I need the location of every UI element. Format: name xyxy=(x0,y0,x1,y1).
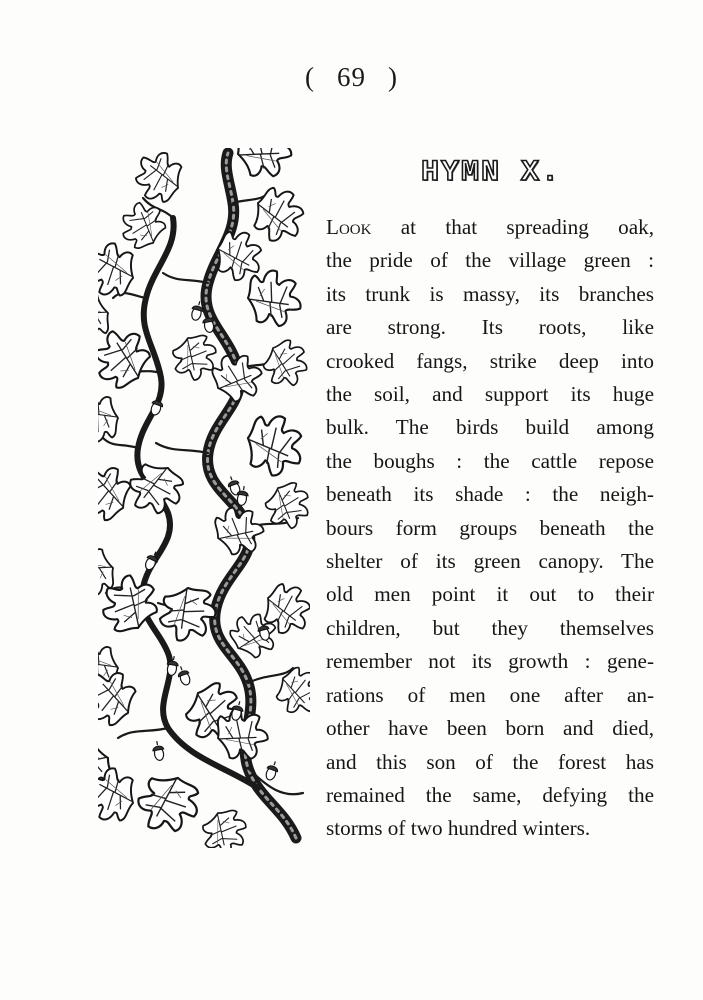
text-line: storms of two hundred winters. xyxy=(326,816,591,841)
text-line: bours form groups beneath the xyxy=(326,515,654,540)
page-number-open-paren: ( xyxy=(305,62,315,92)
text-line: are strong. Its roots, like xyxy=(326,315,654,340)
text-line: children, but they themselves xyxy=(326,615,654,640)
text-line: remained the same, defying the xyxy=(326,782,654,807)
first-word: Look xyxy=(326,215,372,239)
text-line: the boughs : the cattle repose xyxy=(326,448,654,473)
text-line: remember not its growth : gene- xyxy=(326,649,654,674)
text-line: other have been born and died, xyxy=(326,716,654,741)
hymn-text xyxy=(326,211,654,846)
hymn-title: HYMN X. xyxy=(420,156,562,190)
oak-branch-icon xyxy=(98,148,310,848)
text-line: old men point it out to their xyxy=(326,582,654,607)
page-number xyxy=(0,62,703,93)
page-number-value: 69 xyxy=(337,62,366,92)
page-number-close-paren: ) xyxy=(388,62,398,92)
text-line: beneath its shade : the neigh- xyxy=(326,482,654,507)
text-line: crooked fangs, strike deep into xyxy=(326,348,654,373)
text-line: the soil, and support its huge xyxy=(326,382,654,407)
text-line: rations of men one after an- xyxy=(326,682,654,707)
text-line: Look at that spreading oak, xyxy=(326,215,654,239)
text-line: and this son of the forest has xyxy=(326,749,654,774)
text-line: its trunk is massy, its branches xyxy=(326,281,654,306)
text-line: the pride of the village green : xyxy=(326,248,654,273)
text-line: bulk. The birds build among xyxy=(326,415,654,440)
text-line: shelter of its green canopy. The xyxy=(326,549,654,574)
